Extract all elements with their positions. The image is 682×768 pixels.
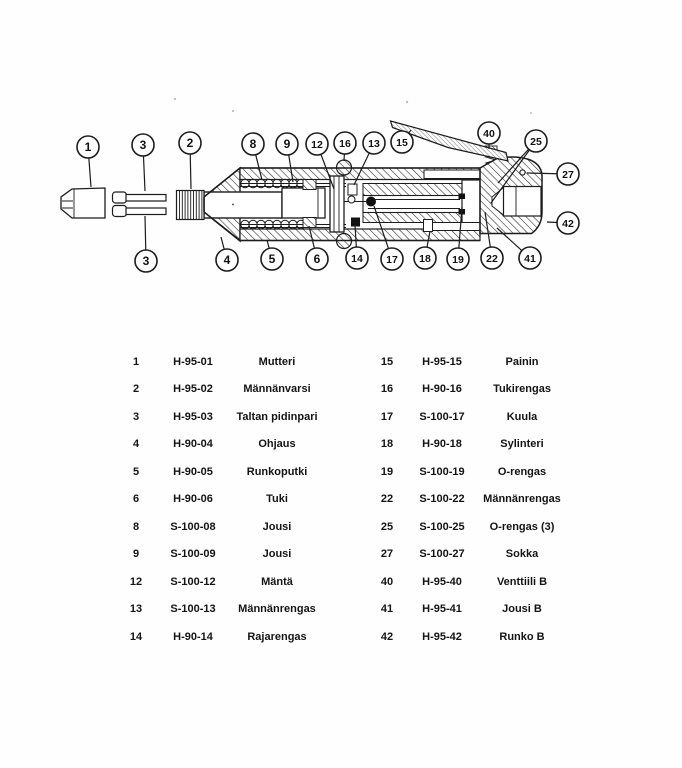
part-name: Sokka — [505, 548, 539, 561]
part-name: Mutteri — [258, 356, 296, 368]
callout-40 — [478, 122, 500, 149]
callout-number: 14 — [351, 253, 363, 265]
callout-number: 3 — [139, 138, 147, 152]
nut — [61, 188, 105, 218]
part-no: 40 — [380, 575, 394, 588]
callout-15 — [391, 130, 413, 153]
part-code: H-95-03 — [173, 410, 213, 423]
part-no: 12 — [129, 575, 143, 588]
part-name: Taltan pidinpari — [236, 410, 318, 423]
part-code: H-90-16 — [422, 383, 462, 396]
part-no: 13 — [129, 603, 143, 616]
part-code: S-100-13 — [170, 603, 216, 616]
bottom-channel-plug — [424, 220, 433, 232]
callout-number: 19 — [452, 254, 464, 266]
callout-number: 1 — [84, 140, 92, 154]
callout-number: 22 — [486, 253, 498, 265]
part-no: 42 — [380, 630, 394, 643]
chisel-holder-pair — [113, 192, 167, 217]
part-no: 41 — [380, 603, 394, 616]
part-code: H-95-01 — [173, 356, 213, 368]
part-name: Männänrengas — [238, 603, 316, 616]
part-code: H-90-06 — [173, 493, 213, 506]
callout-5 — [261, 240, 283, 270]
part-name: Rajarengas — [247, 630, 307, 643]
callout-number: 15 — [396, 137, 408, 149]
part-code: S-100-25 — [419, 520, 465, 533]
part-name: O-rengas (3) — [489, 520, 555, 533]
part-name: Männänrengas — [483, 493, 561, 506]
part-code: S-100-19 — [419, 465, 465, 478]
part-no: 6 — [132, 493, 140, 506]
callout-42 — [547, 212, 579, 234]
callout-number: 6 — [313, 252, 321, 266]
part-no: 18 — [380, 438, 394, 451]
part-no: 9 — [132, 548, 140, 561]
callout-number: 8 — [249, 137, 257, 151]
part-name: Mäntä — [261, 575, 293, 588]
callout-number: 27 — [562, 169, 574, 181]
air-socket — [504, 187, 542, 217]
part-no: 2 — [132, 383, 140, 396]
part-code: S-100-08 — [170, 520, 216, 533]
callout-2 — [179, 132, 201, 189]
parts-table — [0, 348, 682, 768]
callout-number: 18 — [419, 253, 431, 265]
part-code: H-90-04 — [173, 438, 213, 451]
part-no: 3 — [132, 410, 140, 423]
bottom-channel — [427, 223, 480, 231]
part-no: 1 — [132, 356, 140, 368]
callout-number: 9 — [283, 137, 291, 151]
part-no: 22 — [380, 493, 394, 506]
callout-number: 12 — [311, 139, 323, 151]
o-ring-19a — [459, 194, 466, 200]
part-name: Ohjaus — [258, 438, 296, 451]
scan-specks — [174, 98, 532, 114]
part-code: H-95-40 — [422, 575, 462, 588]
part-no: 16 — [380, 383, 394, 396]
part-no: 17 — [380, 410, 394, 423]
part-no: 14 — [129, 630, 143, 643]
part-name: Jousi B — [502, 603, 542, 616]
part-code: S-100-17 — [419, 410, 465, 423]
ball-kuula — [366, 197, 376, 207]
part-name: Tuki — [266, 493, 288, 506]
callout-number: 16 — [339, 138, 351, 150]
cylinder-block-top — [363, 184, 462, 196]
callout-number: 2 — [186, 136, 194, 150]
part-code: S-100-09 — [170, 548, 216, 561]
part-name: Runko B — [499, 630, 545, 643]
callout-number: 4 — [223, 253, 231, 267]
part-code: S-100-12 — [170, 575, 216, 588]
pin-hole-27 — [520, 170, 525, 175]
part-no: 19 — [380, 465, 394, 478]
part-code: S-100-22 — [419, 493, 465, 506]
part-code: H-90-05 — [173, 465, 213, 478]
callout-number: 13 — [368, 138, 380, 150]
callout-number: 5 — [268, 252, 276, 266]
part-code: H-90-14 — [173, 630, 213, 643]
callout-number: 17 — [386, 254, 398, 266]
callout-number: 25 — [530, 136, 542, 148]
part-code: H-90-18 — [422, 438, 462, 451]
part-no: 27 — [380, 548, 394, 561]
callout-3b — [135, 216, 157, 272]
part-name: Kuula — [506, 410, 538, 423]
part-code: H-95-02 — [173, 383, 213, 396]
part-name: Painin — [505, 356, 539, 368]
part-code: H-95-15 — [422, 356, 462, 368]
part-name: Jousi — [262, 520, 292, 533]
piston-rod — [204, 192, 282, 218]
part-no: 5 — [132, 465, 140, 478]
part-name: Tukirengas — [493, 383, 551, 396]
part-name: Sylinteri — [500, 438, 544, 451]
part-name: O-rengas — [497, 465, 547, 478]
callout-16 — [334, 132, 356, 161]
part-name: Runkoputki — [246, 465, 308, 478]
callout-number: 41 — [524, 253, 536, 265]
callout-number: 3 — [142, 254, 150, 268]
part-no: 8 — [132, 520, 140, 533]
callout-number: 40 — [483, 128, 495, 140]
part-no: 25 — [380, 520, 394, 533]
part-name: Männänvarsi — [243, 383, 311, 396]
thread-section — [177, 191, 205, 220]
cylinder-bore — [363, 196, 466, 213]
callout-number: 42 — [562, 218, 574, 230]
callout-4 — [216, 237, 238, 271]
part-no: 15 — [380, 356, 394, 368]
part-name: Venttiili B — [496, 575, 548, 588]
top-cover-channel — [424, 170, 480, 179]
part-name: Jousi — [262, 548, 292, 561]
part-code: H-95-42 — [422, 630, 462, 643]
rod-center-dot — [232, 204, 234, 206]
part-code: H-95-41 — [422, 603, 462, 616]
exploded-parts-diagram — [0, 0, 682, 310]
part-no: 4 — [132, 438, 140, 451]
callout-1 — [77, 136, 99, 187]
part-code: S-100-27 — [419, 548, 465, 561]
callout-3 — [132, 134, 154, 191]
